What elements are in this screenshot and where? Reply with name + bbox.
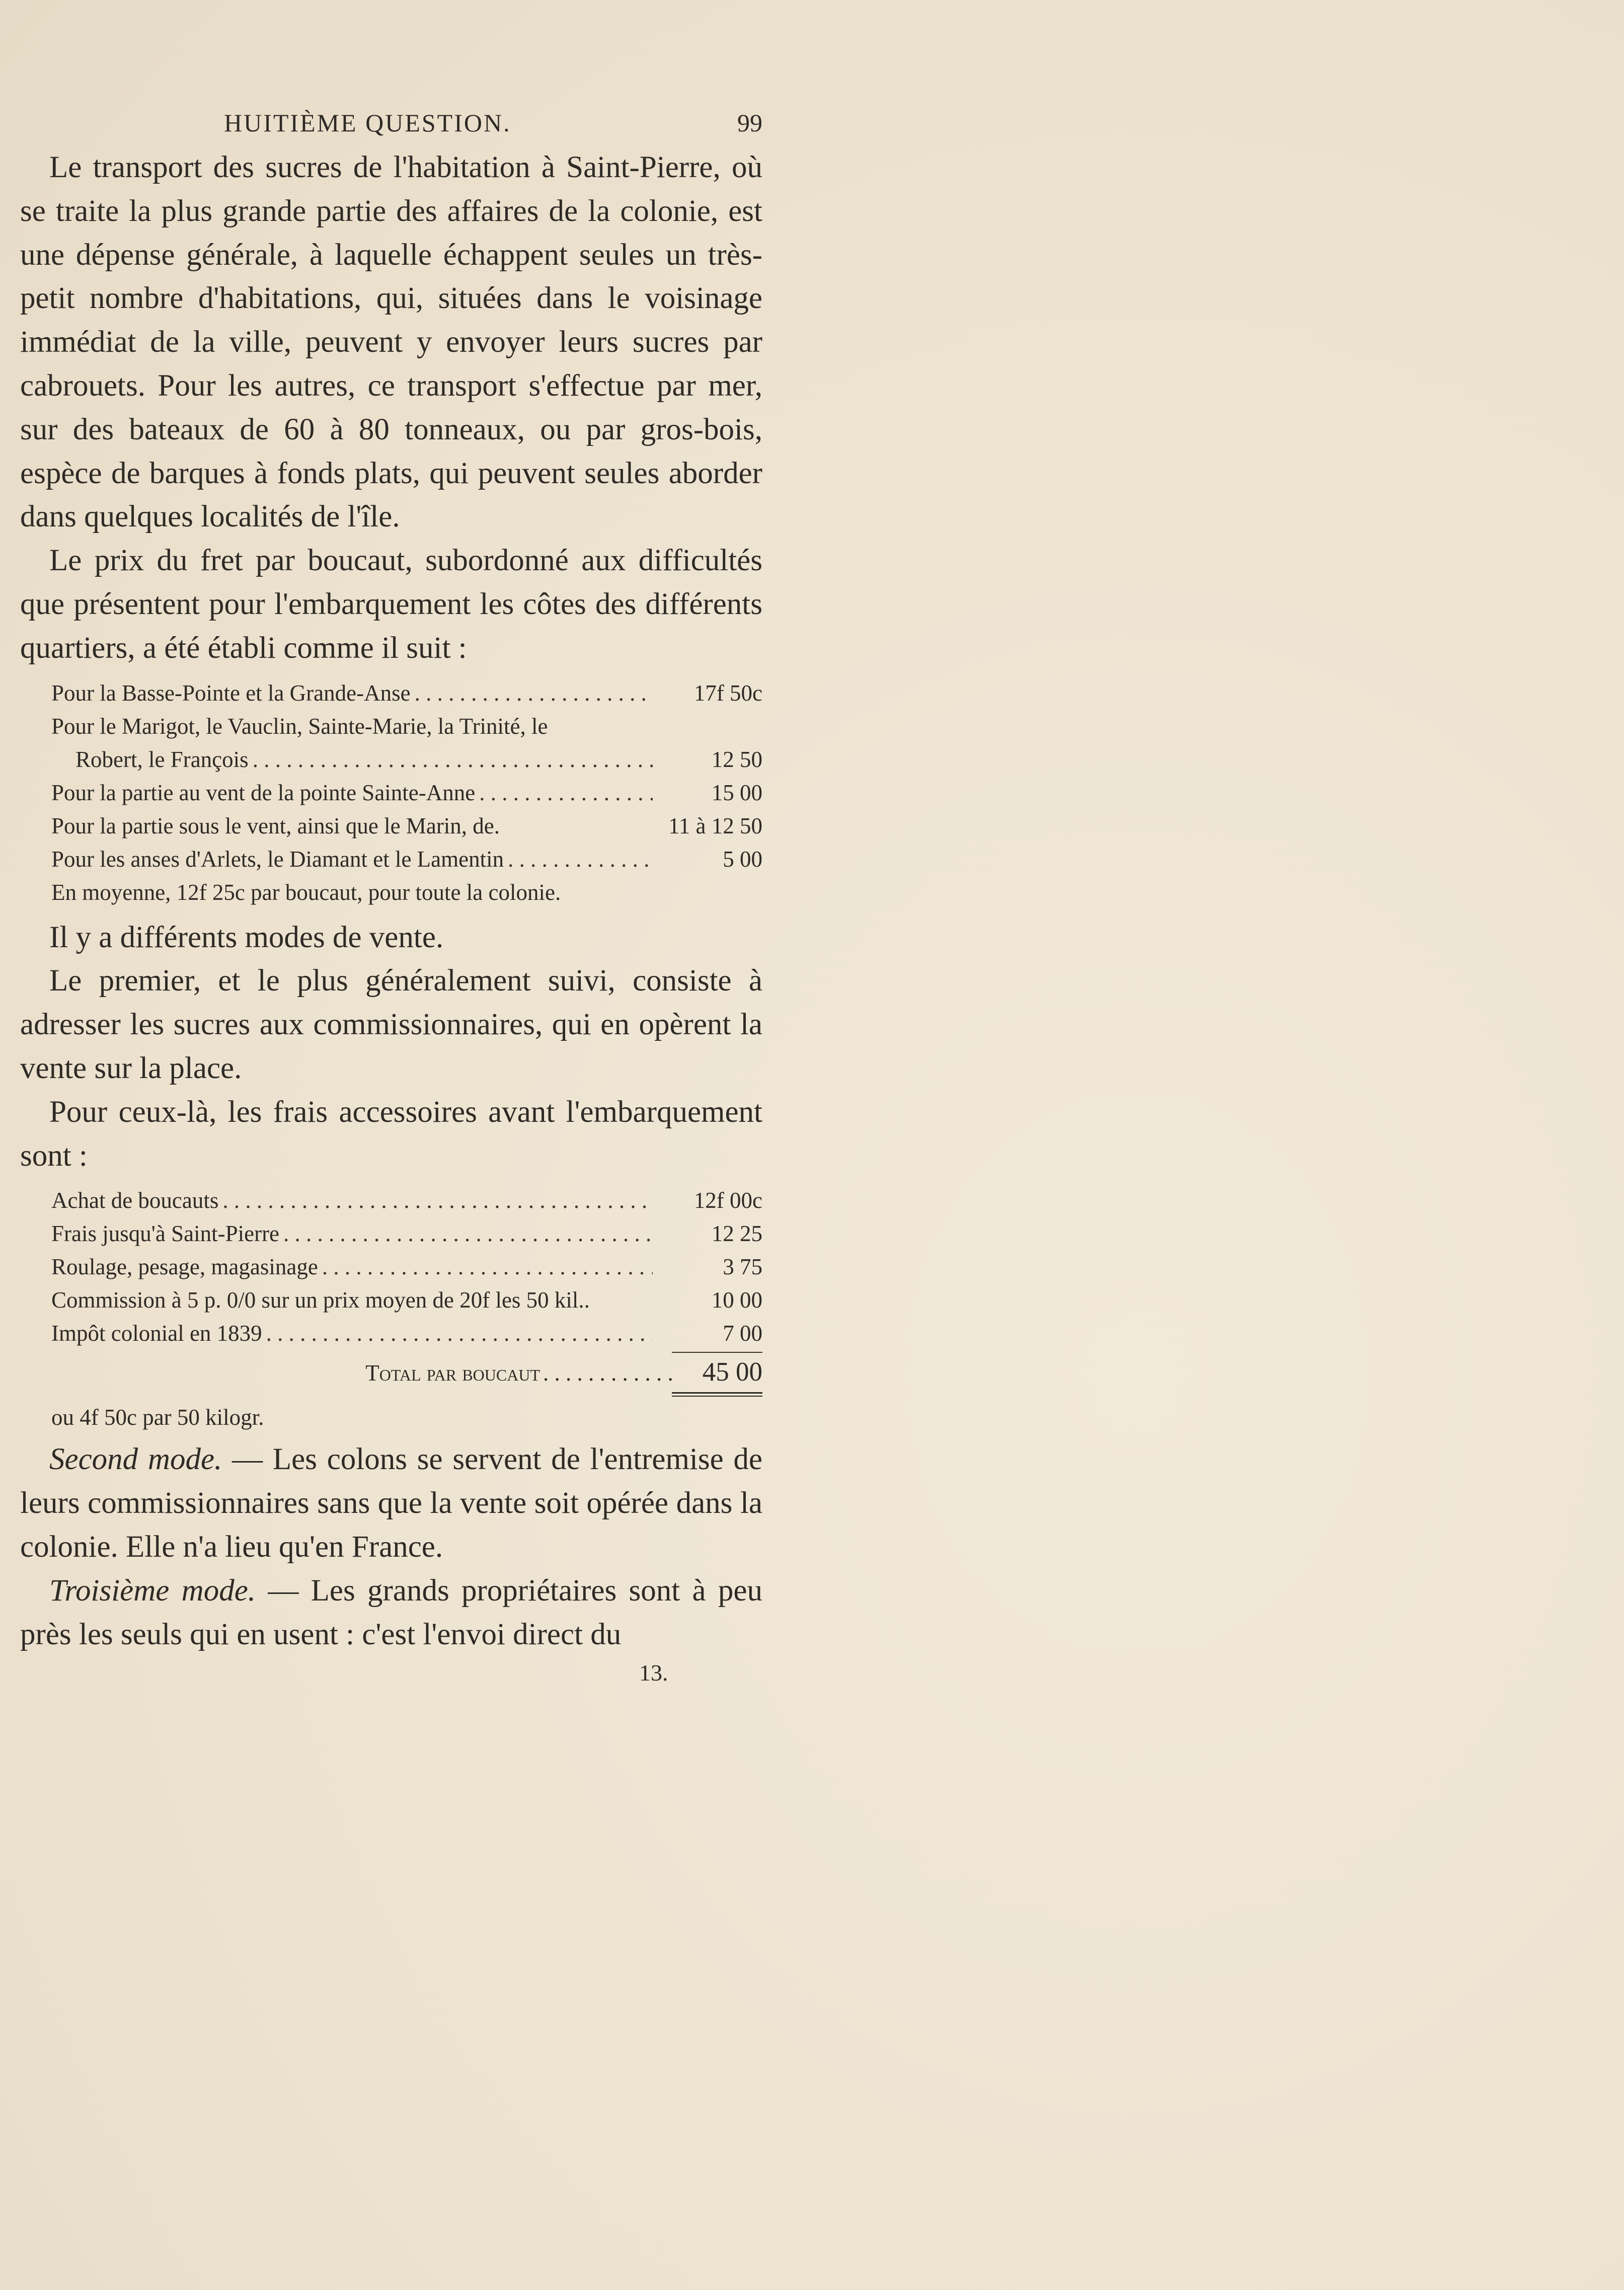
freight-row-label: Pour le Marigot, le Vauclin, Sainte-Marie, la Trinité, le — [51, 713, 548, 739]
cost-row-value: 12 25 — [711, 1221, 762, 1247]
freight-average — [20, 876, 762, 909]
total-double-rule — [672, 1392, 762, 1397]
page-text-block — [20, 101, 762, 1686]
freight-row — [20, 710, 762, 743]
total-value: 45 00 — [702, 1357, 762, 1387]
cost-row — [20, 1283, 762, 1317]
freight-row-value: 12 50 — [711, 746, 762, 772]
cost-row-label: Impôt colonial en 1839 — [51, 1321, 262, 1346]
third-mode-text: — Les grands propriétaires sont à peu près les seuls qui en usent : c'est l'envoi direct du — [20, 1573, 762, 1651]
freight-row-label-continued: Robert, le François — [75, 746, 249, 772]
freight-row-label: Pour les anses d'Arlets, le Diamant et le Lamentin — [51, 846, 504, 872]
cost-row — [20, 1217, 762, 1250]
freight-row — [20, 843, 762, 876]
paragraph-second-mode — [20, 1438, 762, 1569]
signature-mark: 13. — [639, 1660, 668, 1686]
freight-row — [20, 809, 762, 843]
cost-per-kilo — [20, 1401, 762, 1434]
cost-row-value: 10 00 — [711, 1287, 762, 1313]
freight-row — [20, 776, 762, 809]
freight-row-label: Pour la Basse-Pointe et la Grande-Anse — [51, 680, 411, 706]
freight-row-value: 17f 50c — [693, 680, 762, 706]
cost-row-value: 7 00 — [723, 1321, 762, 1346]
cost-row — [20, 1317, 762, 1350]
paragraph-sale-modes: Il y a différents modes de vente. — [49, 920, 444, 954]
freight-price-list — [20, 676, 762, 909]
running-title: HUITIÈME QUESTION. — [224, 109, 511, 137]
cost-per-kilo-text: ou 4f 50c par 50 kilogr. — [51, 1405, 264, 1430]
third-mode-title: Troisième mode. — [49, 1573, 256, 1608]
freight-average-text: En moyenne, 12f 25c par boucaut, pour toute la colonie. — [51, 879, 561, 905]
cost-row-label: Frais jusqu'à Saint-Pierre — [51, 1221, 280, 1247]
cost-row — [20, 1184, 762, 1217]
freight-row-value: 5 00 — [723, 846, 762, 872]
cost-row-value: 3 75 — [723, 1254, 762, 1280]
accessory-costs-list — [20, 1184, 762, 1434]
cost-row-value: 12f 00c — [693, 1188, 762, 1213]
freight-row — [20, 743, 762, 776]
second-mode-text: — Les colons se servent de l'entremise de leurs commissionnaires sans que la vente soit opérée dans la colonie. Elle n'a lieu qu'en France. — [20, 1442, 762, 1564]
cost-row-label: Commission à 5 p. 0/0 sur un prix moyen de 20f les 50 kil.. — [51, 1287, 590, 1313]
cost-row-label: Achat de boucauts — [51, 1188, 219, 1213]
freight-row — [20, 676, 762, 710]
paragraph-first-mode: Le premier, et le plus généralement suivi, consiste à adresser les sucres aux commissionnaires, qui en opèrent la vente sur la place. — [20, 964, 762, 1085]
paragraph-sugar-transport: Le transport des sucres de l'habitation à Saint-Pierre, où se traite la plus grande partie des affaires de la colonie, est une dépense générale, à laquelle échappent seules un très-petit nombre d'habitations, qui, situées dans le voisinage immédiat de la ville, peuvent y envoyer leurs sucres par cabrouets. Pour les autres, ce transport s'effectue par mer, sur des bateaux de 60 à 80 tonneaux, ou par gros-bois, espèce de barques à fonds plats, qui peuvent seules aborder dans quelques localités de l'île. — [20, 150, 762, 534]
cost-row-label: Roulage, pesage, magasinage — [51, 1254, 318, 1280]
cost-row — [20, 1250, 762, 1283]
costs-total — [20, 1352, 762, 1397]
paragraph-accessory-costs: Pour ceux-là, les frais accessoires avant l'embarquement sont : — [20, 1095, 762, 1173]
total-label: Total par boucaut — [365, 1360, 540, 1386]
running-head — [20, 101, 762, 146]
second-mode-title: Second mode. — [49, 1442, 222, 1477]
paragraph-third-mode — [20, 1569, 762, 1657]
freight-row-value: 15 00 — [711, 780, 762, 805]
freight-row-label: Pour la partie sous le vent, ainsi que le Marin, de. — [51, 813, 500, 838]
freight-row-label: Pour la partie au vent de la pointe Sainte-Anne — [51, 780, 476, 805]
page-number: 99 — [737, 109, 762, 137]
paragraph-freight-price: Le prix du fret par boucaut, subordonné aux difficultés que présentent pour l'embarquement les côtes des différents quartiers, a été établi comme il suit : — [20, 544, 762, 665]
freight-row-value: 11 à 12 50 — [668, 813, 762, 838]
